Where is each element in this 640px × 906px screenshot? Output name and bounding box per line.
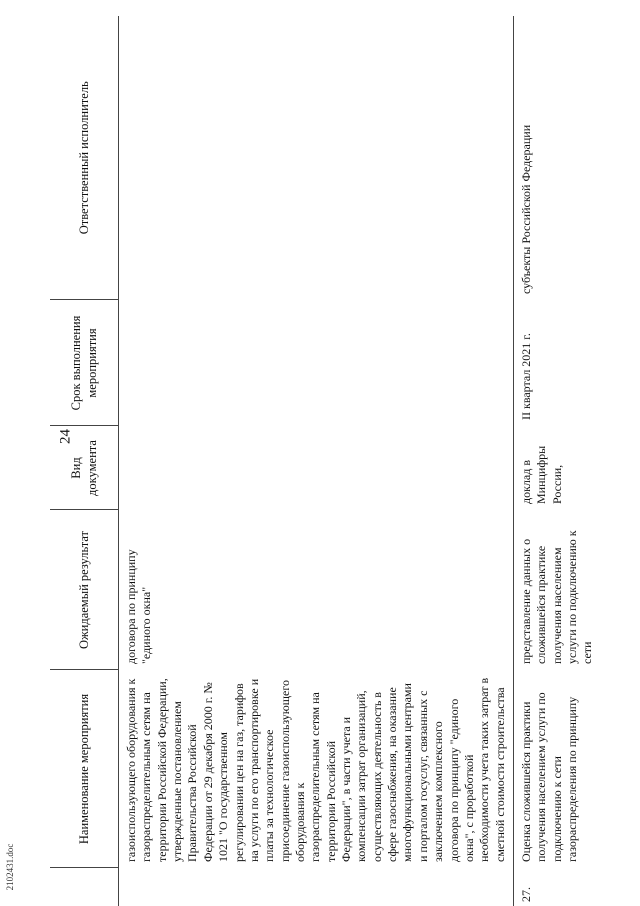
- header-name: Наименование мероприятия: [50, 670, 119, 868]
- row-doc-type: доклад в Минцифры России,: [513, 426, 600, 510]
- row-name: Оценка сложившейся практики получения населением услуги по подключению к сети газораспределения по принципу: [513, 670, 600, 868]
- table-row: [119, 16, 514, 906]
- row-name: газоиспользующего оборудования к газораспределительным сетям на территории Российской Федерации, утвержденные постановлением Правительства Российской Федерации от 29 декабря 2000 г. № 1021 "О государственном регулировании цен на газ, тарифов на услуги по его транспортировке и платы за технологическое присоединение газоиспользующего оборудования к газораспределительным сетям на территории Российской Федерации", в части учета и компенсации затрат организаций, осуществляющих деятельность в сфере газоснабжения, на оказание многофункциональными центрами и порталом госуслуг, связанных с заключением комплексного договора по принципу "единого окна", с проработкой необходимости учета таких затрат в сметной стоимости строительства: [124, 677, 507, 862]
- page-number: 24: [57, 429, 74, 444]
- row-deadline: [119, 300, 514, 426]
- row-number: 27.: [513, 868, 600, 906]
- row-result: договора по принципу "единого окна": [124, 549, 154, 664]
- row-deadline: II квартал 2021 г.: [513, 300, 600, 426]
- header-deadline: Срок выполнения мероприятия: [50, 300, 119, 426]
- table-header-row: [50, 16, 119, 906]
- table-row: [513, 16, 600, 906]
- header-result: Ожидаемый результат: [50, 510, 119, 670]
- row-doc-type: [119, 426, 514, 510]
- row-result: представление данных о сложившейся практике получения населением услуги по подключению к сети: [513, 510, 600, 670]
- header-number: [50, 868, 119, 906]
- header-executor: Ответственный исполнитель: [50, 16, 119, 300]
- row-executor: [119, 16, 514, 300]
- file-id: 2102431.doc: [5, 843, 15, 891]
- header-doc-type: Вид документа: [50, 426, 119, 510]
- measures-table: [50, 16, 601, 906]
- row-executor: субъекты Российской Федерации: [513, 16, 600, 300]
- measures-table-container: [50, 16, 628, 906]
- row-number: [119, 868, 514, 906]
